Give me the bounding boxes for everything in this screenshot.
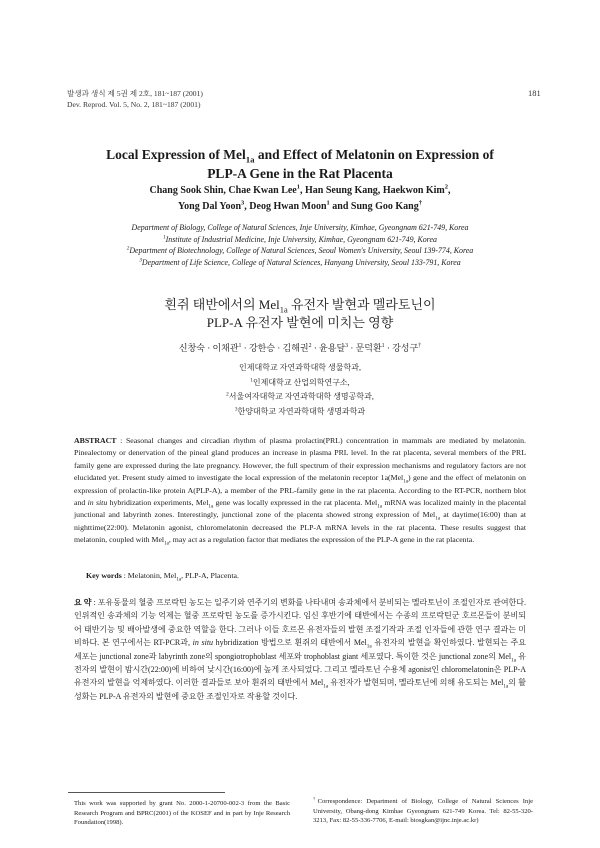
korean-abstract-text: 유전자의 발현을 확인하였다. 발현되는 주요 세포는 junctional zone과 labyrinth zone의 spongiotrophoblast 세포와 trophoblast giant 세포였다. 특이한 것은 junctional zone의 Mel bbox=[74, 638, 526, 661]
korean-title-text: 유전자 발현과 멜라토닌이 bbox=[287, 297, 436, 312]
affiliation bbox=[40, 234, 560, 246]
affiliation bbox=[40, 222, 560, 234]
korean-author-name: · 문덕환 bbox=[348, 343, 382, 353]
korean-affiliation bbox=[40, 361, 560, 376]
korean-abstract-subscript: 1a bbox=[323, 684, 329, 691]
korean-abstract-text: 유전자가 발현되며, 멜라토닌에 의해 유도되는 Mel bbox=[328, 678, 504, 688]
running-header bbox=[67, 88, 203, 110]
korean-author-name: 신창숙 · 이채관 bbox=[178, 343, 239, 353]
abstract-text: , may act as a regulation factor that mediates the expression of the PLP-A gene in the rat placenta. bbox=[168, 535, 475, 545]
affiliation-superscript: 2 bbox=[126, 245, 130, 252]
abstract-subscript: 1a bbox=[403, 478, 408, 485]
korean-affiliation bbox=[40, 405, 560, 420]
korean-affiliation-text: 인제대학교 자연과학대학 생물학과, bbox=[239, 363, 361, 372]
korean-author-name: · 윤용달 bbox=[311, 343, 346, 353]
korean-title-text: 흰쥐 태반에서의 Mel bbox=[164, 297, 280, 312]
korean-author-name-superscript: 1 bbox=[238, 343, 242, 349]
title-subscript: 1a bbox=[245, 154, 255, 165]
journal-citation-english: Dev. Reprod. Vol. 5, No. 2, 181~187 (2001) bbox=[67, 100, 201, 109]
author-name: , bbox=[448, 185, 451, 196]
korean-affiliation bbox=[40, 376, 560, 391]
korean-author-name: · 강성구 bbox=[384, 343, 419, 353]
korean-title-line-2: PLP-A 유전자 발현에 미치는 영향 bbox=[206, 315, 394, 330]
abstract-text: mRNA was localized mainly in the placental junctional and labyrinth zones. Interestingly, junctional zone of the placenta showed strong expression of Mel bbox=[74, 498, 527, 520]
korean-affiliation-superscript: 2 bbox=[226, 391, 229, 398]
author-line-2 bbox=[40, 199, 560, 215]
affiliation-list bbox=[40, 222, 560, 268]
abstract-text: hybridization experiments, Mel bbox=[107, 498, 209, 508]
keywords bbox=[86, 571, 239, 583]
korean-author-list bbox=[40, 341, 560, 354]
korean-author-name-superscript: 2 bbox=[308, 343, 312, 349]
author-name-superscript: 2 bbox=[444, 183, 449, 191]
author-name: Chang Sook Shin, bbox=[149, 185, 229, 196]
korean-affiliation-text: 서울여자대학교 자연과학대학 생명공학과, bbox=[228, 392, 374, 402]
korean-abstract-subscript: 1a bbox=[503, 684, 509, 691]
korean-abstract-subscript: 1a bbox=[366, 643, 372, 650]
abstract-text: gene was locally expressed in the rat placenta. Mel bbox=[213, 498, 378, 508]
abstract-text: ) gene and the effect of melatonin on expression of prolactin-like protein A(PLP-A), a member of the PRL-family gene in the rat placenta. According to the RT-PCR, northern blot and bbox=[74, 473, 526, 508]
korean-author-name-superscript: 3 bbox=[345, 343, 349, 349]
correspondence-footnote bbox=[313, 797, 533, 826]
korean-affiliation-list bbox=[40, 361, 560, 419]
correspondence-text: Correspondence: Department of Biology, College of Natural Sciences Inje University, Obang-dong Kimhae Gyeongnam 621-749 Korea. Tel: 82-55-320-3213, Fax: 82-55-336-7706, E-mail: biosgkan@ijnc.inje.ac.kr) bbox=[313, 798, 534, 825]
keywords-text: , PLP-A, Placenta. bbox=[181, 571, 239, 580]
abstract-text: at daytime(16:00) than at nighttime(22:00). Melatonin agonist, chloromelatonin decreased the PLP-A mRNA levels in the rat placenta. These results suggest that melatonin, coupled with Mel bbox=[74, 510, 527, 545]
korean-title-line-1 bbox=[40, 296, 560, 314]
keywords-text: : Melatonin, Mel bbox=[121, 571, 177, 580]
author-name-superscript: 3 bbox=[241, 199, 245, 207]
author-name-superscript: † bbox=[418, 199, 422, 207]
author-name: Chae Kwan Lee bbox=[228, 185, 297, 196]
footnote-divider bbox=[68, 792, 225, 793]
korean-abstract-text: 의 활성화는 PLP-A 유전자의 발현에 중요한 조절인자로 작용할 것이다. bbox=[74, 678, 527, 701]
abstract-subscript: 1a bbox=[208, 503, 214, 510]
abstract-text: : Seasonal changes and circadian rhythm of plasma prolactin(PRL) concentration in mammals are mediated by melatonin. Pinealectomy or denervation of the pineal gland produces an increase in plasma PRL level. In the rat placenta, several members of the PRL family gene are expressed during the late pregnancy. However, the full spectrum of their expression mechanisms and regulatory factors are not elucidated yet. Present study aimed to investigate the local expression of the melatonin receptor 1a(Mel bbox=[74, 436, 526, 483]
korean-author-name-superscript: † bbox=[418, 343, 422, 349]
affiliation-text: Department of Biotechnology, College of Natural Sciences, Seoul Women's University, Seoul 139-774, Korea bbox=[129, 246, 474, 256]
author-name: , Han Seung Kang, bbox=[300, 185, 383, 196]
korean-abstract-text: hybridization 방법으로 흰쥐의 태반에서 Mel bbox=[213, 638, 367, 648]
korean-author-name: · 강한승 · 김해권 bbox=[241, 343, 309, 353]
korean-abstract bbox=[74, 596, 526, 703]
abstract-subscript: 1a bbox=[435, 515, 440, 522]
korean-affiliation-superscript: 3 bbox=[234, 406, 238, 413]
author-name: Yong Dal Yoon bbox=[178, 201, 242, 212]
funding-footnote: This work was supported by grant No. 2000-1-20700-002-3 from the Basic Research Program and BPRC(2001) of the KOSEF and in part by Inje Research Foundation(1998). bbox=[74, 800, 290, 827]
page-number: 181 bbox=[528, 88, 541, 98]
journal-citation-korean: 발생과 생식 제 5권 제 2호, 181~187 (2001) bbox=[67, 89, 203, 98]
affiliation-superscript: 1 bbox=[163, 233, 166, 240]
korean-abstract-text: 유전자의 발현이 밤시간(22:00)에 비하여 낮시간(16:00)에 높게 조사되었다. 그리고 멜라토닌 수용체 agonist인 chloromelatonin은 PLP-A 유전자의 발현을 억제하였다. 이러한 결과들로 보아 흰쥐의 태반에서 Mel bbox=[74, 651, 526, 688]
title-line-1 bbox=[40, 145, 560, 164]
korean-affiliation bbox=[40, 390, 560, 405]
correspondence-mark: † bbox=[313, 795, 318, 801]
author-list bbox=[40, 183, 560, 215]
korean-affiliation-superscript: 1 bbox=[250, 376, 253, 383]
affiliation-superscript: 3 bbox=[139, 257, 142, 264]
author-name-superscript: 1 bbox=[326, 199, 330, 207]
korean-abstract-text: : 포유동물의 혈중 프로락틴 농도는 일주기와 연주기의 변화를 나타내며 송과체에서 분비되는 멜라토닌이 조절인자로 관여한다. 인위적인 송과체의 기능 억제는 혈중 프로락틴 농도를 증가시킨다. 임신 후반기에 태반에서는 수종의 프로락틴군 호르몬들이 분비되어 태반기능 및 배아발생에 중요한 역할을 한다. 그러나 이들 호르몬 유전자들의 발현 조절기작과 조절 인자들에 관한 연구 결과는 미비하다. 본 연구에서는 RT-PCR과, bbox=[74, 598, 526, 648]
korean-title-subscript: 1a bbox=[279, 304, 288, 315]
keywords-subscript: 1a bbox=[176, 576, 182, 583]
title-line-2: PLP-A Gene in the Rat Placenta bbox=[207, 166, 393, 181]
title-text: and Effect of Melatonin on Expression of bbox=[254, 147, 494, 162]
paper-title bbox=[40, 145, 560, 183]
affiliation bbox=[40, 257, 560, 269]
korean-author-name-superscript: 1 bbox=[381, 343, 385, 349]
title-text: Local Expression of Mel bbox=[106, 147, 246, 162]
korean-affiliation-text: 인제대학교 산업의학연구소, bbox=[252, 377, 350, 387]
author-name: and Sung Goo Kang bbox=[329, 201, 419, 212]
affiliation-text: Department of Life Science, College of Natural Sciences, Hanyang University, Seoul 133-791, Korea bbox=[141, 257, 461, 267]
affiliation-text: Institute of Industrial Medicine, Inje University, Kimhae, Gyeongnam 621-749, Korea bbox=[165, 234, 437, 244]
korean-title bbox=[40, 296, 560, 332]
korean-abstract-subscript: 1a bbox=[511, 657, 516, 664]
author-name: Haekwon Kim bbox=[382, 185, 445, 196]
affiliation-text: Department of Biology, College of Natural Sciences, Inje University, Kimhae, Gyeongnam 621-749, Korea bbox=[131, 223, 469, 232]
affiliation bbox=[40, 245, 560, 257]
abstract-italic: in situ bbox=[87, 498, 108, 508]
abstract-label: ABSTRACT bbox=[74, 436, 117, 445]
author-name-superscript: 1 bbox=[296, 183, 300, 191]
korean-abstract-italic: in situ bbox=[192, 638, 214, 648]
abstract-subscript: 1a bbox=[164, 540, 169, 547]
korean-abstract-label: 요 약 bbox=[74, 598, 92, 607]
abstract-subscript: 1a bbox=[377, 503, 382, 510]
abstract bbox=[74, 435, 526, 547]
author-name: , Deog Hwan Moon bbox=[244, 201, 327, 212]
korean-affiliation-text: 한양대학교 자연과학대학 생명과학과 bbox=[237, 406, 366, 416]
author-line-1 bbox=[40, 183, 560, 199]
keywords-label: Key words bbox=[86, 571, 122, 580]
